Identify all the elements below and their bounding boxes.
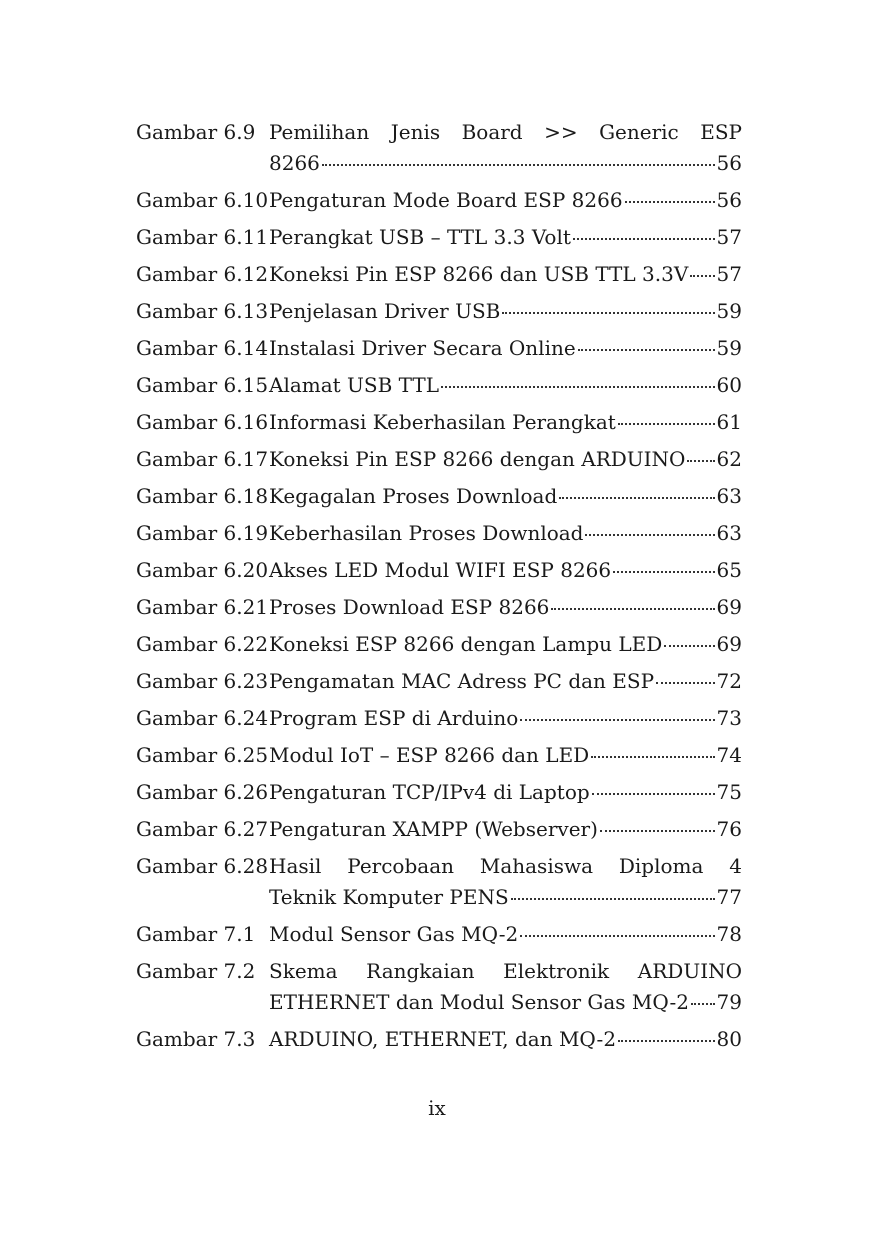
figure-label: Gambar 6.23 [136,669,269,693]
figure-label: Gambar 7.1 [136,922,256,946]
caption-title: Pengaturan Mode Board ESP 8266 [269,188,623,212]
page-ref: 63 [716,521,742,545]
figure-caption [269,777,742,808]
dot-leader [664,625,714,647]
figure-label: Gambar 6.18 [136,484,269,508]
toc-entry [136,1024,742,1055]
caption-title: Koneksi Pin ESP 8266 dengan ARDUINO [269,447,686,471]
figure-label: Gambar 6.25 [136,743,269,767]
caption-title: Perangkat USB – TTL 3.3 Volt [269,225,571,249]
caption-title: Penjelasan Driver USB [269,299,501,323]
dot-leader [618,403,715,425]
toc-entry [136,740,742,771]
dot-leader [585,514,714,536]
page-number: ix [428,1096,446,1120]
page-ref: 78 [716,922,742,946]
list-of-figures [136,117,742,1061]
figure-label: Gambar 6.12 [136,262,269,286]
toc-entry [136,592,742,623]
figure-caption [269,407,742,438]
figure-caption [269,851,742,913]
page-ref: 69 [716,595,742,619]
toc-entry [136,555,742,586]
figure-label: Gambar 6.16 [136,410,269,434]
caption-title: Modul IoT – ESP 8266 dan LED [269,743,590,767]
caption-title: Akses LED Modul WIFI ESP 8266 [269,558,612,582]
toc-entry [136,956,742,1018]
figure-caption [269,814,742,845]
dot-leader [520,699,714,721]
figure-label: Gambar 6.13 [136,299,269,323]
page-ref: 59 [716,336,742,360]
page-ref: 75 [716,780,742,804]
figure-caption [269,185,742,216]
caption-first-line: Pemilihan Jenis Board >> Generic ESP [269,120,742,144]
toc-entry [136,259,742,290]
toc-entry [136,666,742,697]
figure-caption [269,518,742,549]
toc-entry [136,919,742,950]
page-ref: 73 [716,706,742,730]
page-ref: 57 [716,262,742,286]
dot-leader [551,588,714,610]
dot-leader [502,292,714,314]
dot-leader [592,773,715,795]
figure-caption [269,1024,742,1055]
page-ref: 76 [716,817,742,841]
toc-entry [136,518,742,549]
caption-title: Koneksi ESP 8266 dengan Lampu LED [269,632,663,656]
figure-label: Gambar 7.2 [136,959,256,983]
figure-caption [269,703,742,734]
page-ref: 61 [716,410,742,434]
page-ref: 69 [716,632,742,656]
dot-leader [613,551,714,573]
page-ref: 56 [716,151,742,175]
page-ref: 65 [716,558,742,582]
dot-leader [690,255,714,277]
caption-title: Koneksi Pin ESP 8266 dan USB TTL 3.3V [269,262,689,286]
figure-label: Gambar 6.24 [136,706,269,730]
caption-title: Pengamatan MAC Adress PC dan ESP [269,669,655,693]
figure-caption [269,444,742,475]
figure-caption [269,296,742,327]
page-ref: 74 [716,743,742,767]
toc-entry [136,814,742,845]
caption-title: Instalasi Driver Secara Online [269,336,576,360]
page-ref: 60 [716,373,742,397]
caption-title: Pengaturan XAMPP (Webserver) [269,817,598,841]
caption-title: ARDUINO, ETHERNET, dan MQ-2 [269,1027,617,1051]
dot-leader [691,983,715,1005]
dot-leader [520,915,714,937]
caption-title: 8266 [269,151,320,175]
figure-caption [269,259,742,290]
caption-title: Pengaturan TCP/IPv4 di Laptop [269,780,590,804]
caption-title: ETHERNET dan Modul Sensor Gas MQ-2 [269,990,690,1014]
figure-label: Gambar 6.10 [136,188,269,212]
caption-title: Proses Download ESP 8266 [269,595,550,619]
dot-leader [618,1020,715,1042]
figure-caption [269,481,742,512]
figure-caption [269,666,742,697]
toc-entry [136,777,742,808]
dot-leader [559,477,714,499]
toc-entry [136,444,742,475]
toc-entry [136,629,742,660]
dot-leader [573,218,715,240]
figure-caption [269,919,742,950]
figure-label: Gambar 6.27 [136,817,269,841]
caption-first-line: Hasil Percobaan Mahasiswa Diploma 4 [269,854,742,878]
figure-caption [269,629,742,660]
caption-title: Program ESP di Arduino [269,706,519,730]
dot-leader [441,366,715,388]
figure-caption [269,117,742,179]
page-ref: 57 [716,225,742,249]
toc-entry [136,296,742,327]
dot-leader [511,878,715,900]
dot-leader [687,440,714,462]
toc-entry [136,117,742,179]
caption-title: Alamat USB TTL [269,373,439,397]
toc-entry [136,222,742,253]
toc-entry [136,703,742,734]
figure-label: Gambar 6.15 [136,373,269,397]
page-ref: 56 [716,188,742,212]
caption-title: Informasi Keberhasilan Perangkat [269,410,616,434]
figure-caption [269,592,742,623]
dot-leader [591,736,714,758]
figure-caption [269,222,742,253]
toc-entry [136,407,742,438]
dot-leader [322,144,715,166]
figure-label: Gambar 6.20 [136,558,269,582]
page-ref: 63 [716,484,742,508]
toc-entry [136,481,742,512]
figure-label: Gambar 7.3 [136,1027,256,1051]
figure-label: Gambar 6.17 [136,447,269,471]
dot-leader [656,662,715,684]
page-ref: 62 [716,447,742,471]
page-ref: 79 [716,990,742,1014]
caption-title: Kegagalan Proses Download [269,484,558,508]
page-ref: 77 [716,885,742,909]
figure-label: Gambar 6.11 [136,225,269,249]
caption-title: Keberhasilan Proses Download [269,521,584,545]
figure-label: Gambar 6.21 [136,595,269,619]
toc-entry [136,851,742,913]
figure-caption [269,333,742,364]
caption-title: Teknik Komputer PENS [269,885,509,909]
caption-title: Modul Sensor Gas MQ-2 [269,922,519,946]
toc-entry [136,333,742,364]
figure-caption [269,555,742,586]
figure-label: Gambar 6.19 [136,521,269,545]
figure-caption [269,956,742,1018]
toc-entry [136,370,742,401]
page-ref: 72 [716,669,742,693]
figure-label: Gambar 6.22 [136,632,269,656]
toc-entry [136,185,742,216]
caption-first-line: Skema Rangkaian Elektronik ARDUINO [269,959,742,983]
dot-leader [625,181,715,203]
figure-caption [269,740,742,771]
dot-leader [578,329,715,351]
figure-label: Gambar 6.9 [136,120,256,144]
page-ref: 59 [716,299,742,323]
figure-caption [269,370,742,401]
figure-label: Gambar 6.28 [136,854,269,878]
figure-label: Gambar 6.26 [136,780,269,804]
page-ref: 80 [716,1027,742,1051]
figure-label: Gambar 6.14 [136,336,269,360]
dot-leader [600,810,715,832]
